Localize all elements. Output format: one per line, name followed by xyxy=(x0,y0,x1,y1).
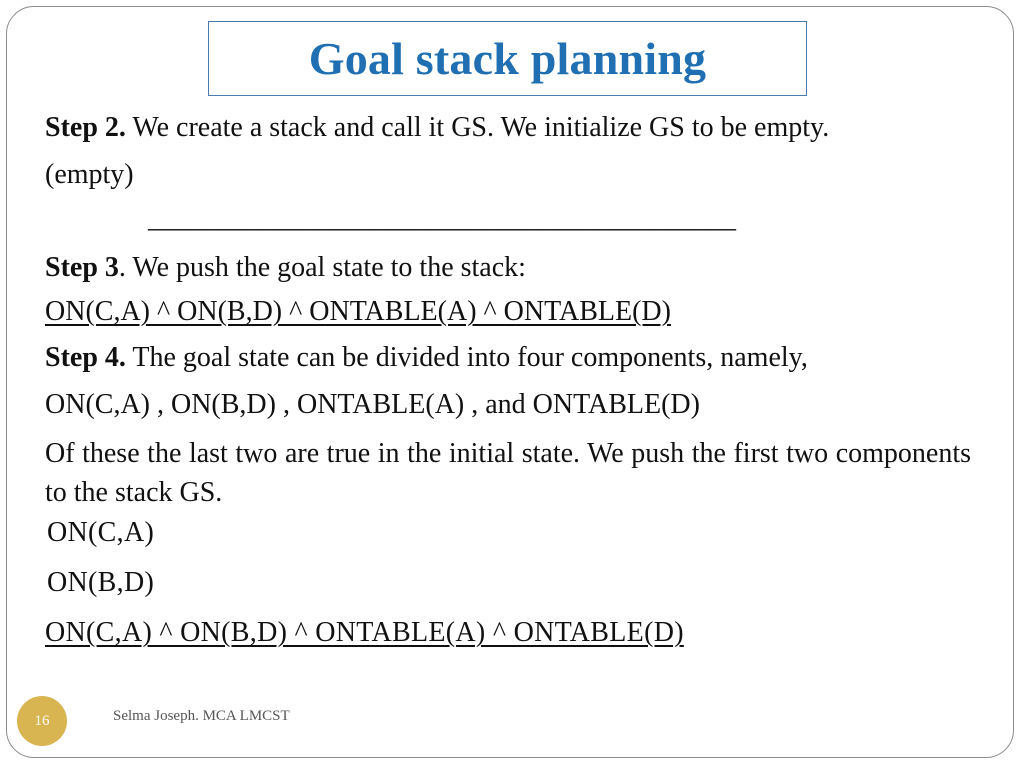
step3-line xyxy=(45,254,526,282)
separator-line: __________________________________________ xyxy=(148,203,736,234)
step3-text: . We push the goal state to the stack: xyxy=(118,252,526,283)
step4-label: Step 4. xyxy=(45,342,126,373)
step3-label: Step 3 xyxy=(45,252,119,283)
step4-text: The goal state can be divided into four components, namely, xyxy=(125,342,808,373)
goal-state: ON(C,A) ^ ON(B,D) ^ ONTABLE(A) ^ ONTABLE(D) xyxy=(45,296,671,327)
empty-label: (empty) xyxy=(45,159,134,190)
components-list: ON(C,A) , ON(B,D) , ONTABLE(A) , and ONTABLE(D) xyxy=(45,389,700,420)
step2-line xyxy=(45,114,829,142)
footer-author: Selma Joseph. MCA LMCST xyxy=(113,708,290,724)
explanation-paragraph: Of these the last two are true in the initial state. We push the first two components to the stack GS. xyxy=(45,438,971,508)
page-number: 16 xyxy=(34,712,50,729)
slide-title: Goal stack planning xyxy=(308,32,707,84)
title-box xyxy=(208,21,807,96)
step4-line xyxy=(45,344,808,372)
page-number-badge xyxy=(17,696,67,746)
step2-label: Step 2. xyxy=(45,112,126,143)
step2-text: We create a stack and call it GS. We initialize GS to be empty. xyxy=(125,112,830,143)
stack-item-bottom: ON(C,A) ^ ON(B,D) ^ ONTABLE(A) ^ ONTABLE(D) xyxy=(45,617,684,648)
stack-item-top: ON(C,A) xyxy=(47,517,155,548)
stack-item-middle: ON(B,D) xyxy=(47,567,155,598)
